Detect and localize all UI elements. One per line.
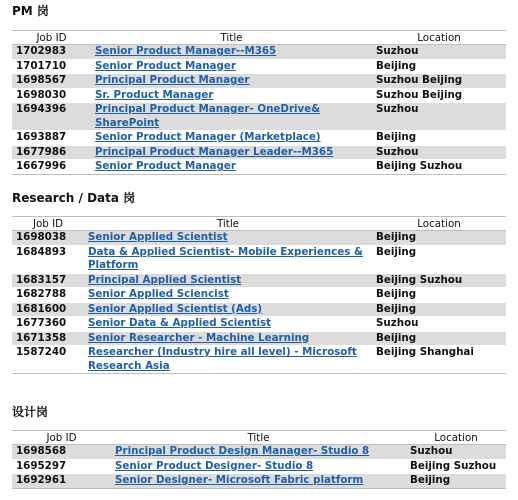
table-row bbox=[12, 288, 506, 303]
job-title-link[interactable]: Principal Product Manager- OneDrive& SharePoint bbox=[95, 103, 321, 129]
job-title-link[interactable]: Senior Product Manager (Marketplace) bbox=[95, 131, 321, 143]
table-row bbox=[12, 145, 506, 160]
job-title-link[interactable]: Senior Product Designer- Studio 8 bbox=[115, 459, 314, 472]
job-id: 1683157 bbox=[12, 273, 84, 288]
table-row bbox=[12, 445, 506, 460]
job-id: 1698568 bbox=[12, 445, 111, 460]
job-location: Beijing Suzhou bbox=[406, 459, 506, 474]
job-id: 1693887 bbox=[12, 131, 91, 146]
job-location: Suzhou bbox=[372, 145, 506, 160]
job-title-link[interactable]: Principal Product Manager bbox=[95, 74, 250, 86]
table-row bbox=[12, 131, 506, 146]
job-title-link[interactable]: Senior Data & Applied Scientist bbox=[88, 317, 272, 329]
job-location: Beijing bbox=[372, 131, 506, 146]
job-id: 1587240 bbox=[12, 346, 84, 374]
job-location: Beijing bbox=[372, 288, 506, 303]
job-title-link[interactable]: Senior Applied Scientist (Ads) bbox=[88, 302, 263, 315]
table-row bbox=[12, 59, 506, 74]
column-header-location: Location bbox=[406, 431, 506, 445]
table-row bbox=[12, 273, 506, 288]
table-row bbox=[12, 45, 506, 60]
job-id: 1681600 bbox=[12, 302, 84, 317]
table-row bbox=[12, 103, 506, 131]
table-row bbox=[12, 245, 506, 273]
column-header-title: Title bbox=[84, 217, 372, 231]
job-id: 1698038 bbox=[12, 231, 84, 246]
job-title-link[interactable]: Researcher (Industry hire all level) - Microsoft Research Asia bbox=[88, 346, 357, 372]
column-header-location: Location bbox=[372, 31, 506, 45]
column-header-title: Title bbox=[111, 431, 406, 445]
table-row bbox=[12, 74, 506, 89]
section-title-pm: PM 岗 bbox=[12, 4, 49, 18]
table-row bbox=[12, 474, 506, 489]
job-location: Beijing bbox=[406, 474, 506, 489]
column-header-job-id: Job ID bbox=[12, 217, 84, 231]
job-title-link[interactable]: Senior Applied Scientist bbox=[88, 231, 228, 243]
job-location: Suzhou bbox=[406, 445, 506, 460]
job-location: Suzhou bbox=[372, 317, 506, 332]
job-id: 1684893 bbox=[12, 245, 84, 273]
table-header-row bbox=[12, 31, 506, 45]
table-row bbox=[12, 88, 506, 103]
job-location: Suzhou Beijing bbox=[372, 88, 506, 103]
job-location: Beijing bbox=[372, 245, 506, 273]
column-header-job-id: Job ID bbox=[12, 431, 111, 445]
job-id: 1677360 bbox=[12, 317, 84, 332]
job-location: Beijing bbox=[372, 231, 506, 246]
job-id: 1698030 bbox=[12, 88, 91, 103]
table-row bbox=[12, 459, 506, 474]
job-id: 1677986 bbox=[12, 145, 91, 160]
job-id: 1694396 bbox=[12, 103, 91, 131]
job-location: Beijing bbox=[372, 59, 506, 74]
jobs-table-design bbox=[12, 430, 506, 489]
job-title-link[interactable]: Principal Product Design Manager- Studio 8 bbox=[115, 445, 370, 457]
job-title-link[interactable]: Sr. Product Manager bbox=[95, 88, 214, 101]
job-title-link[interactable]: Senior Applied Sciencist bbox=[88, 288, 229, 300]
table-row bbox=[12, 331, 506, 346]
job-location: Beijing Suzhou bbox=[372, 160, 506, 175]
job-id: 1671358 bbox=[12, 331, 84, 346]
job-title-link[interactable]: Senior Designer- Microsoft Fabric platform bbox=[115, 474, 364, 486]
table-row bbox=[12, 302, 506, 317]
table-row bbox=[12, 231, 506, 246]
job-location: Beijing bbox=[372, 302, 506, 317]
job-title-link[interactable]: Data & Applied Scientist- Mobile Experiences & Platform bbox=[88, 245, 363, 271]
job-id: 1695297 bbox=[12, 459, 111, 474]
column-header-title: Title bbox=[91, 31, 372, 45]
table-header-row bbox=[12, 431, 506, 445]
job-location: Beijing bbox=[372, 331, 506, 346]
table-row bbox=[12, 160, 506, 175]
jobs-table-pm bbox=[12, 30, 506, 175]
jobs-table-research-data bbox=[12, 216, 506, 374]
job-title-link[interactable]: Senior Product Manager bbox=[95, 59, 236, 72]
column-header-location: Location bbox=[372, 217, 506, 231]
job-location: Suzhou Beijing bbox=[372, 74, 506, 89]
job-location: Suzhou bbox=[372, 45, 506, 60]
job-id: 1698567 bbox=[12, 74, 91, 89]
job-id: 1702983 bbox=[12, 45, 91, 60]
table-row bbox=[12, 346, 506, 374]
job-location: Beijing Shanghai bbox=[372, 346, 506, 374]
job-title-link[interactable]: Senior Researcher - Machine Learning bbox=[88, 331, 310, 344]
job-title-link[interactable]: Principal Product Manager Leader--M365 bbox=[95, 145, 334, 158]
job-location: Beijing Suzhou bbox=[372, 273, 506, 288]
job-title-link[interactable]: Senior Product Manager bbox=[95, 160, 236, 172]
table-row bbox=[12, 317, 506, 332]
job-title-link[interactable]: Principal Applied Scientist bbox=[88, 273, 242, 286]
job-id: 1692961 bbox=[12, 474, 111, 489]
section-title-research-data: Research / Data 岗 bbox=[12, 191, 136, 205]
job-id: 1701710 bbox=[12, 59, 91, 74]
job-title-link[interactable]: Senior Product Manager--M365 bbox=[95, 45, 277, 57]
job-id: 1667996 bbox=[12, 160, 91, 175]
job-id: 1682788 bbox=[12, 288, 84, 303]
section-title-design: 设计岗 bbox=[12, 405, 49, 419]
column-header-job-id: Job ID bbox=[12, 31, 91, 45]
job-location: Suzhou bbox=[372, 103, 506, 131]
table-header-row bbox=[12, 217, 506, 231]
